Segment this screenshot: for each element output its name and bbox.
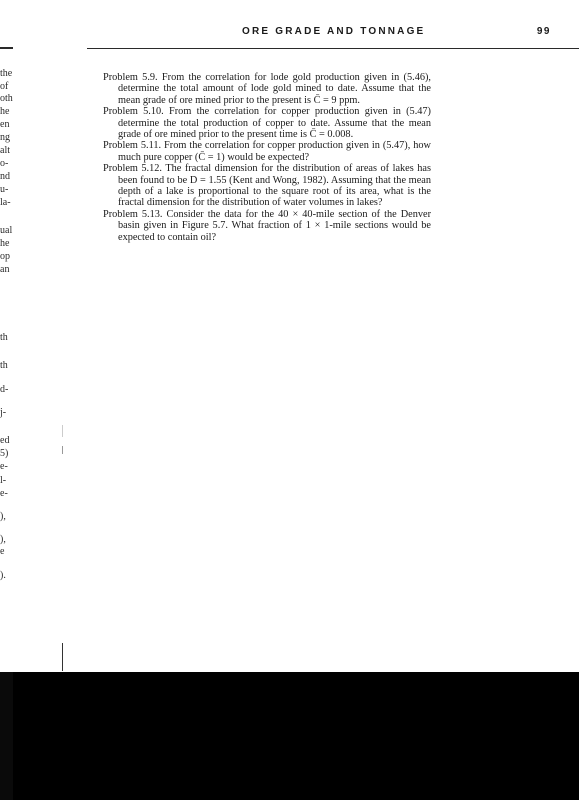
margin-fragment: ). <box>0 570 6 581</box>
margin-fragment: e- <box>0 461 8 472</box>
left-page-rule-fragment <box>0 47 13 49</box>
margin-fragment: 5) <box>0 448 9 459</box>
page-header <box>0 26 579 42</box>
margin-fragment: th <box>0 360 8 371</box>
problem-5-12: Problem 5.12. The fractal dimension for the distribution of areas of lakes has been found to be D = 1.55 (Kent and Wong, 1982). Assuming that the mean depth of a lake is proportional to the square root of its area, what is the fractal dimension for the distribution of water volumes in lakes? <box>103 163 431 209</box>
margin-fragment: op <box>0 251 10 262</box>
running-head: ORE GRADE AND TONNAGE <box>242 26 426 37</box>
gutter-mark <box>62 425 63 437</box>
margin-fragment: th <box>0 332 8 343</box>
gutter-mark <box>62 446 63 454</box>
margin-fragment: e <box>0 546 5 557</box>
margin-fragment: ng <box>0 132 10 143</box>
margin-fragment: en <box>0 119 10 130</box>
scan-dark-region <box>0 672 579 800</box>
margin-fragment: ed <box>0 435 10 446</box>
margin-fragment: of <box>0 81 9 92</box>
problem-list <box>103 72 431 243</box>
problem-5-11: Problem 5.11. From the correlation for copper production given in (5.47), how much pure copper (C̄ = 1) would be expected? <box>103 140 431 163</box>
margin-fragment: an <box>0 264 10 275</box>
margin-fragment: ), <box>0 511 6 522</box>
margin-fragment: nd <box>0 171 10 182</box>
margin-fragment: he <box>0 238 10 249</box>
margin-fragment: u- <box>0 184 9 195</box>
margin-fragment: o- <box>0 158 9 169</box>
header-rule <box>87 48 579 49</box>
margin-fragment: j- <box>0 407 7 418</box>
margin-fragment: the <box>0 68 13 79</box>
margin-fragment: alt <box>0 145 10 156</box>
margin-fragment: e- <box>0 488 8 499</box>
page-number: 99 <box>536 26 551 37</box>
margin-fragment: ual <box>0 225 13 236</box>
margin-fragment: d- <box>0 384 9 395</box>
gutter-mark <box>62 643 63 671</box>
problem-5-13: Problem 5.13. Consider the data for the 40 × 40-mile section of the Denver basin given in Figure 5.7. What fraction of 1 × 1-mile sections would be expected to contain oil? <box>103 208 431 243</box>
margin-fragment: he <box>0 106 10 117</box>
margin-fragment: ), <box>0 534 6 545</box>
scan-dark-edge <box>0 672 13 800</box>
problem-5-9: Problem 5.9. From the correlation for lode gold production given in (5.46), determine the total amount of lode gold mined to date. Assume that the mean grade of ore mined prior to the present is C̄ = 9 ppm. <box>103 72 431 106</box>
margin-fragment: l- <box>0 475 7 486</box>
margin-fragment: oth <box>0 93 13 104</box>
problem-5-10: Problem 5.10. From the correlation for copper production given in (5.47) determine the total production of copper to date. Assume that the mean grade of ore mined prior to the present time is C̄ = 0.008. <box>103 106 431 141</box>
margin-fragment: la- <box>0 197 11 208</box>
